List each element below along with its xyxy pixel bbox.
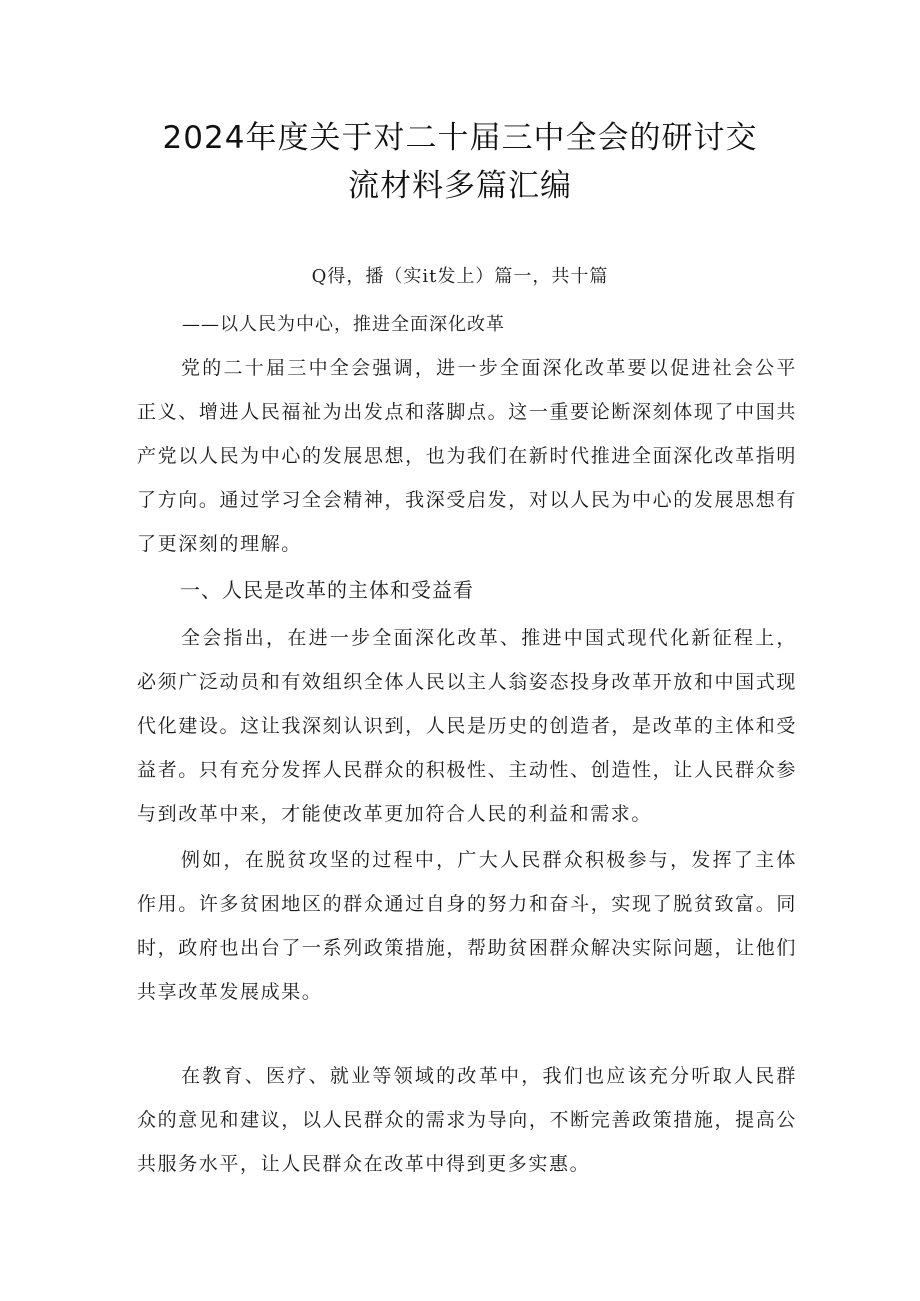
document-title-line-2: 流材料多篇汇编 <box>348 168 572 204</box>
document-tagline: ——以人民为中心，推进全面深化改革 <box>182 314 505 335</box>
paragraph-example: 例如，在脱贫攻坚的过程中，广大人民群众积极参与，发挥了主体作用。许多贫困地区的群众通过自身的努力和奋斗，实现了脱贫致富。同时，政府也出台了一系列政策措施，帮助贫困群众解决实际问题，让他们共享改革发展成果。 <box>137 849 797 1003</box>
paragraph-reform-fields: 在教育、医疗、就业等领域的改革中，我们也应该充分听取人民群众的意见和建议，以人民群众的需求为导向，不断完善政策措施，提高公共服务水平，让人民群众在改革中得到更多实惠。 <box>137 1065 797 1175</box>
section-heading: 一、人民是改革的主体和受益看 <box>180 578 474 602</box>
document-subtitle: Q得，播（实it发上）篇一，共十篇 <box>311 266 609 287</box>
paragraph-intro: 党的二十届三中全会强调，进一步全面深化改革要以促进社会公平正义、增进人民福祉为出发点和落脚点。这一重要论断深刻体现了中国共产党以人民为中心的发展思想，也为我们在新时代推进全面深化改革指明了方向。通过学习全会精神，我深受启发，对以人民为中心的发展思想有了更深刻的理解。 <box>137 357 797 555</box>
paragraph-plenary: 全会指出，在进一步全面深化改革、推进中国式现代化新征程上，必须广泛动员和有效组织全体人民以主人翁姿态投身改革开放和中国式现代化建设。这让我深刻认识到，人民是历史的创造者，是改革的主体和受益者。只有充分发挥人民群众的积极性、主动性、创造性，让人民群众参与到改革中来，才能使改革更加符合人民的利益和需求。 <box>137 627 797 825</box>
document-title-line-1: 2024年度关于对二十届三中全会的研讨交 <box>162 120 758 156</box>
